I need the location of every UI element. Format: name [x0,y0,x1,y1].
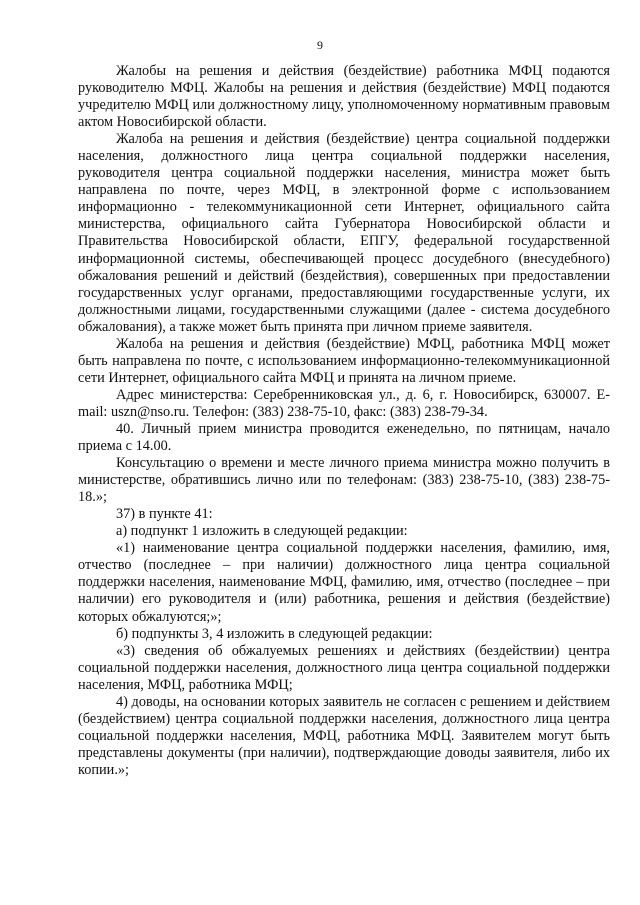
paragraph-subitem-1-text: «1) наименование центра социальной поддержки населения, фамилию, имя, отчество (последнее – при наличии) должностного лица центра социальной поддержки населения, наименование МФЦ, фамилию, имя, отчество (последнее – при наличии) его руководителя и (или) работника, решения и действия (бездействие) которых обжалуются;»; [78,540,610,625]
document-body [78,63,610,779]
paragraph-complaints-mfc-worker: Жалобы на решения и действия (бездействие) работника МФЦ подаются руководителю МФЦ. Жалобы на решения и действия (бездействие) МФЦ подаются учредителю МФЦ или должностному лицу, уполномоченному нормативным правовым актом Новосибирской области. [78,63,610,131]
paragraph-subitem-a: а) подпункт 1 изложить в следующей редакции: [116,523,408,540]
paragraph-complaints-social-center: Жалоба на решения и действия (бездействие) центра социальной поддержки населения, должностного лица центра социальной поддержки населения, руководителя центра социальной поддержки населения, министра может быть направлена по почте, через МФЦ, в электронной форме с использованием информационно - телекоммуникационной сети Интернет, официального сайта министерства, официального сайта Губернатора Новосибирской области и Правительства Новосибирской области, ЕПГУ, федеральной государственной информационной системы, обеспечивающей процесс досудебного (внесудебного) обжалования решений и действий (бездействия), совершенных при предоставлении государственных услуг органами, предоставляющими государственные услуги, их должностными лицами, государственными служащими (далее - система досудебного обжалования), а также может быть принята при личном приеме заявителя. [78,131,610,335]
paragraph-ministry-address: Адрес министерства: Серебренниковская ул., д. 6, г. Новосибирск, 630007. E-mail: uszn@nso.ru. Телефон: (383) 238-75-10, факс: (383) 238-79-34. [78,386,610,420]
paragraph-subitem-b: б) подпункты 3, 4 изложить в следующей редакции: [116,625,433,642]
paragraph-item-37: 37) в пункте 41: [116,506,213,523]
paragraph-minister-reception: 40. Личный прием министра проводится еженедельно, по пятницам, начало приема с 14.00. [78,420,610,455]
paragraph-complaints-mfc: Жалоба на решения и действия (бездействие) МФЦ, работника МФЦ может быть направлена по почте, с использованием информационно-телекоммуникационной сети Интернет, официального сайта МФЦ и принята на личном приеме. [78,335,610,386]
paragraph-subitem-3-text: «3) сведения об обжалуемых решениях и действиях (бездействии) центра социальной поддержки населения, должностного лица центра социальной поддержки населения, МФЦ, работника МФЦ; [78,642,610,693]
paragraph-subitem-4-text: 4) доводы, на основании которых заявитель не согласен с решением и действием (бездействием) центра социальной поддержки населения, должностного лица центра социальной поддержки населения, МФЦ, работника МФЦ. Заявителем могут быть представлены документы (при наличии), подтверждающие доводы заявителя, либо их копии.»; [78,693,610,778]
paragraph-consultation: Консультацию о времени и месте личного приема министра можно получить в министерстве, обратившись лично или по телефонам: (383) 238-75-10, (383) 238-75-18.»; [78,455,610,506]
page-number: 9 [317,38,323,52]
